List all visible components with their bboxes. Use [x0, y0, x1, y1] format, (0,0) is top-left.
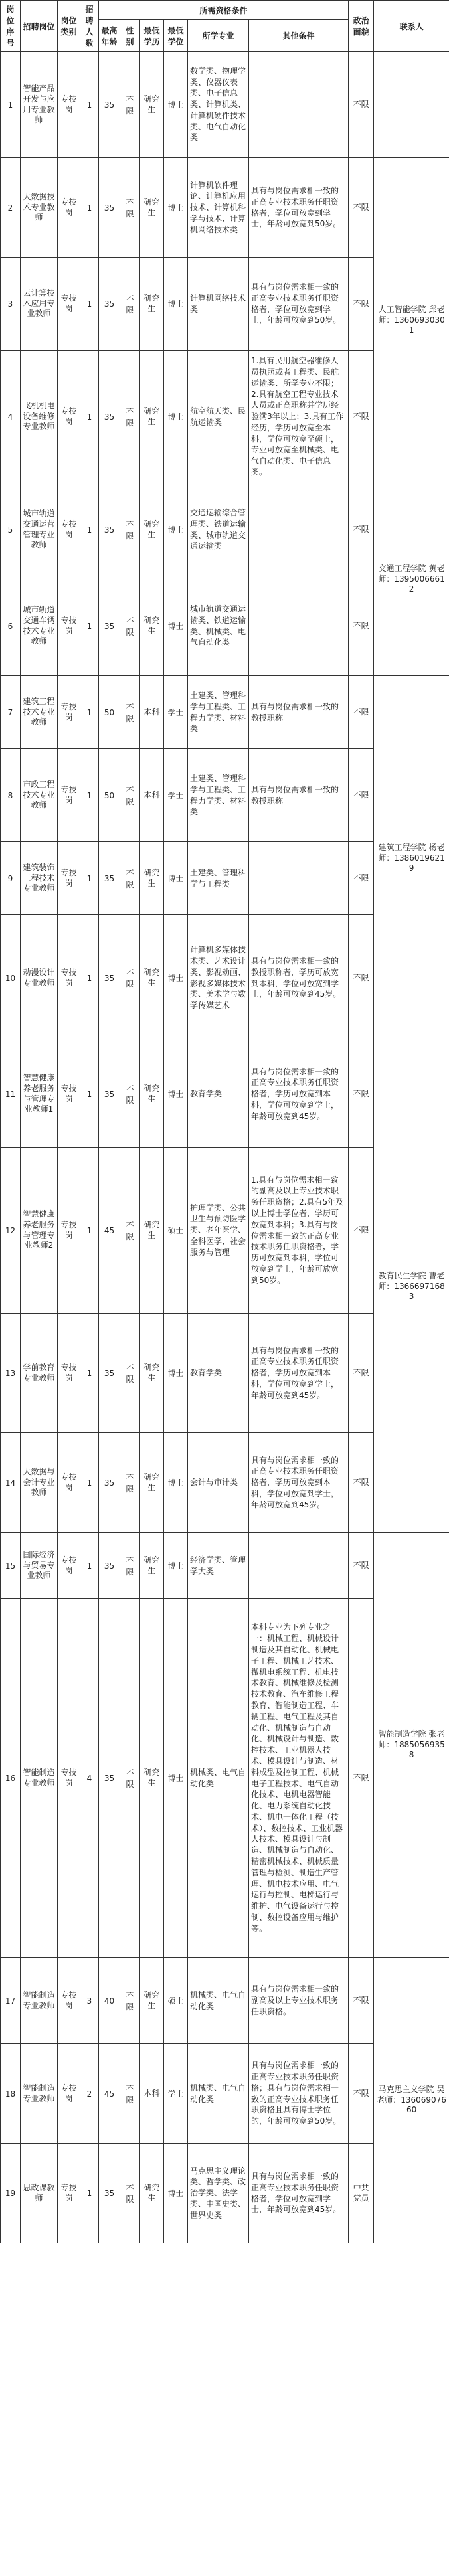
education: 研究生 — [140, 258, 164, 351]
gender: 不限 — [120, 1041, 140, 1148]
hire-count: 1 — [80, 676, 99, 749]
hire-count: 1 — [80, 1433, 99, 1533]
major: 计算机网络技术类 — [188, 258, 249, 351]
table-row — [1, 158, 449, 258]
gender: 不限 — [120, 52, 140, 158]
max-age: 35 — [99, 2144, 120, 2243]
political-status: 不限 — [349, 1433, 374, 1533]
political-status: 不限 — [349, 1314, 374, 1433]
education: 本科 — [140, 2044, 164, 2144]
degree: 博士 — [164, 1599, 188, 1958]
political-status: 不限 — [349, 52, 374, 158]
degree: 博士 — [164, 915, 188, 1041]
row-number: 1 — [1, 52, 21, 158]
political-status: 不限 — [349, 915, 374, 1041]
gender: 不限 — [120, 158, 140, 258]
degree: 博士 — [164, 576, 188, 676]
gender: 不限 — [120, 2044, 140, 2144]
political-status: 不限 — [349, 2044, 374, 2144]
degree: 硕士 — [164, 1958, 188, 2044]
max-age: 45 — [99, 2044, 120, 2144]
major: 机械类、电气自动化类 — [188, 1599, 249, 1958]
table-header — [1, 1, 449, 52]
post-name: 大数据技术专业教师 — [21, 158, 58, 258]
gender: 不限 — [120, 2144, 140, 2243]
education: 研究生 — [140, 351, 164, 483]
gender: 不限 — [120, 749, 140, 842]
hire-count: 1 — [80, 749, 99, 842]
max-age: 40 — [99, 1958, 120, 2044]
col-no: 岗位序号 — [1, 1, 21, 52]
gender: 不限 — [120, 258, 140, 351]
education: 研究生 — [140, 1958, 164, 2044]
row-number: 16 — [1, 1599, 21, 1958]
political-status: 不限 — [349, 1041, 374, 1148]
row-number: 15 — [1, 1533, 21, 1599]
row-number: 2 — [1, 158, 21, 258]
post-category: 专技岗 — [58, 1533, 80, 1599]
major: 机械类、电气自动化类 — [188, 2044, 249, 2144]
degree: 博士 — [164, 351, 188, 483]
other-conditions — [249, 483, 349, 576]
post-name: 市政工程技术专业教师 — [21, 749, 58, 842]
major: 交通运输综合管理类、铁道运输类、城市轨道交通运输类 — [188, 483, 249, 576]
max-age: 35 — [99, 351, 120, 483]
major: 计算机多媒体技术类、艺术设计类、影视动画、影视多媒体技术类、美术学与数学传媒艺术 — [188, 915, 249, 1041]
education: 研究生 — [140, 1148, 164, 1314]
major: 计算机软件理论、计算机应用技术、计算机科学与技术、计算机网络技术类 — [188, 158, 249, 258]
political-status: 不限 — [349, 1958, 374, 2044]
major: 马克思主义理论类、哲学类、政治学类、法学类、中国史类、世界史类 — [188, 2144, 249, 2243]
max-age: 35 — [99, 1533, 120, 1599]
max-age: 35 — [99, 158, 120, 258]
political-status: 不限 — [349, 258, 374, 351]
row-number: 5 — [1, 483, 21, 576]
degree: 博士 — [164, 258, 188, 351]
other-conditions: 具有与岗位需求相一致的正高专业技术职务任职资格者，学历可放宽到本科，学位可放宽到学士，年龄可放宽到45岁。 — [249, 1314, 349, 1433]
other-conditions: 具有与岗位需求相一致的教授职称 — [249, 676, 349, 749]
degree: 博士 — [164, 158, 188, 258]
degree: 博士 — [164, 483, 188, 576]
degree: 博士 — [164, 2144, 188, 2243]
col-count: 招聘人数 — [80, 1, 99, 52]
table-row — [1, 1041, 449, 1148]
row-number: 4 — [1, 351, 21, 483]
row-number: 13 — [1, 1314, 21, 1433]
major: 教育学类 — [188, 1314, 249, 1433]
education: 研究生 — [140, 1314, 164, 1433]
gender: 不限 — [120, 1314, 140, 1433]
post-category: 专技岗 — [58, 676, 80, 749]
major: 护理学类、公共卫生与预防医学类、老年医学、全科医学、社会服务与管理 — [188, 1148, 249, 1314]
max-age: 35 — [99, 915, 120, 1041]
post-name: 国际经济与贸易专业教师 — [21, 1533, 58, 1599]
col-major: 所学专业 — [188, 20, 249, 52]
education: 研究生 — [140, 158, 164, 258]
other-conditions: 具有与岗位需求相一致的正高专业技术职务任职资格者，学位可放宽到学士，年龄可放宽到50岁。 — [249, 158, 349, 258]
major: 航空航天类、民航运输类 — [188, 351, 249, 483]
post-name: 建筑装饰工程技术专业教师 — [21, 842, 58, 915]
row-number: 14 — [1, 1433, 21, 1533]
contact-person — [374, 52, 449, 158]
contact-person: 建筑工程学院 杨老师：13860196219 — [374, 676, 449, 1041]
other-conditions: 1.具有民用航空器维修人员执照或者工程类、民航运输类、所学专业不限；2.具有航空工程专业技术人员或正高职称并学历经验满3年以上；3.具有工作经历，学历可放宽至本科，学位可放宽至硕士，专业可放宽至机械类、电气自动化类、电子信息类。 — [249, 351, 349, 483]
post-name: 学前教育专业教师 — [21, 1314, 58, 1433]
other-conditions: 具有与岗位需求相一致的正高专业技术职务任职资格者，学历可放宽到本科，学位可放宽到学士，年龄可放宽到45岁。 — [249, 1041, 349, 1148]
table-row — [1, 1533, 449, 1599]
post-category: 专技岗 — [58, 52, 80, 158]
hire-count: 1 — [80, 1314, 99, 1433]
row-number: 12 — [1, 1148, 21, 1314]
table-row — [1, 1958, 449, 2044]
gender: 不限 — [120, 576, 140, 676]
post-category: 专技岗 — [58, 1599, 80, 1958]
education: 研究生 — [140, 52, 164, 158]
post-name: 建筑工程技术专业教师 — [21, 676, 58, 749]
post-name: 智能产品开发与应用专业教师 — [21, 52, 58, 158]
major: 会计与审计类 — [188, 1433, 249, 1533]
other-conditions: 具有与岗位需求相一致的正高专业技术职务任职资格者，学位可放宽到学士，年龄可放宽到50岁。 — [249, 258, 349, 351]
degree: 博士 — [164, 842, 188, 915]
major: 城市轨道交通运输类、铁道运输类、机械类、电气自动化类 — [188, 576, 249, 676]
education: 研究生 — [140, 576, 164, 676]
political-status: 不限 — [349, 1148, 374, 1314]
major: 经济学类、管理学大类 — [188, 1533, 249, 1599]
political-status: 中共党员 — [349, 2144, 374, 2243]
post-category: 专技岗 — [58, 158, 80, 258]
post-name: 智能制造专业教师 — [21, 2044, 58, 2144]
gender: 不限 — [120, 1533, 140, 1599]
other-conditions: 具有与岗位需求相一致的正高专业技术职务任职资格者，学历可放宽到本科，学位可放宽到学士，年龄可放宽到45岁。 — [249, 1433, 349, 1533]
political-status: 不限 — [349, 842, 374, 915]
contact-person: 人工智能学院 邱老师：13606930301 — [374, 158, 449, 483]
max-age: 35 — [99, 258, 120, 351]
political-status: 不限 — [349, 676, 374, 749]
max-age: 35 — [99, 1599, 120, 1958]
post-name: 动漫设计专业教师 — [21, 915, 58, 1041]
gender: 不限 — [120, 1958, 140, 2044]
post-category: 专技岗 — [58, 749, 80, 842]
post-name: 飞机机电设备维修专业教师 — [21, 351, 58, 483]
post-name: 云计算技术应用专业教师 — [21, 258, 58, 351]
other-conditions — [249, 1533, 349, 1599]
gender: 不限 — [120, 1599, 140, 1958]
gender: 不限 — [120, 1148, 140, 1314]
education: 研究生 — [140, 1599, 164, 1958]
political-status: 不限 — [349, 483, 374, 576]
education: 研究生 — [140, 1433, 164, 1533]
max-age: 35 — [99, 52, 120, 158]
max-age: 35 — [99, 576, 120, 676]
political-status: 不限 — [349, 749, 374, 842]
gender: 不限 — [120, 915, 140, 1041]
hire-count: 1 — [80, 842, 99, 915]
post-name: 智能制造专业教师 — [21, 1958, 58, 2044]
post-category: 专技岗 — [58, 483, 80, 576]
table-row — [1, 52, 449, 158]
post-name: 智慧健康养老服务与管理专业教师1 — [21, 1041, 58, 1148]
col-sex: 性别 — [120, 20, 140, 52]
row-number: 6 — [1, 576, 21, 676]
degree: 学士 — [164, 2044, 188, 2144]
post-name: 大数据与会计专业教师 — [21, 1433, 58, 1533]
hire-count: 1 — [80, 1533, 99, 1599]
post-name: 城市轨道交通车辆技术专业教师 — [21, 576, 58, 676]
post-category: 专技岗 — [58, 1314, 80, 1433]
education: 本科 — [140, 749, 164, 842]
hire-count: 1 — [80, 158, 99, 258]
hire-count: 4 — [80, 1599, 99, 1958]
post-category: 专技岗 — [58, 351, 80, 483]
gender: 不限 — [120, 483, 140, 576]
contact-person: 马克思主义学院 吴老师：13606907660 — [374, 1958, 449, 2243]
gender: 不限 — [120, 1433, 140, 1533]
col-political: 政治面貌 — [349, 1, 374, 52]
major: 教育学类 — [188, 1041, 249, 1148]
hire-count: 3 — [80, 1958, 99, 2044]
max-age: 50 — [99, 749, 120, 842]
other-conditions — [249, 576, 349, 676]
post-name: 智慧健康养老服务与管理专业教师2 — [21, 1148, 58, 1314]
education: 研究生 — [140, 842, 164, 915]
other-conditions — [249, 52, 349, 158]
max-age: 35 — [99, 842, 120, 915]
row-number: 3 — [1, 258, 21, 351]
education: 研究生 — [140, 483, 164, 576]
hire-count: 1 — [80, 2144, 99, 2243]
post-name: 思政课教师 — [21, 2144, 58, 2243]
other-conditions: 具有与岗位需求相一致的正高专业技术职务任职资格者，学位可放宽到学士，年龄可放宽到45岁。 — [249, 2144, 349, 2243]
max-age: 35 — [99, 1041, 120, 1148]
max-age: 35 — [99, 483, 120, 576]
row-number: 10 — [1, 915, 21, 1041]
gender: 不限 — [120, 842, 140, 915]
post-category: 专技岗 — [58, 1148, 80, 1314]
post-category: 专技岗 — [58, 1958, 80, 2044]
political-status: 不限 — [349, 576, 374, 676]
col-post: 招聘岗位 — [21, 1, 58, 52]
hire-count: 1 — [80, 576, 99, 676]
gender: 不限 — [120, 676, 140, 749]
table-row — [1, 676, 449, 749]
education: 研究生 — [140, 1533, 164, 1599]
major: 土建类、管理科学与工程类 — [188, 842, 249, 915]
education: 本科 — [140, 676, 164, 749]
post-category: 专技岗 — [58, 1433, 80, 1533]
hire-count: 1 — [80, 351, 99, 483]
post-category: 专技岗 — [58, 1041, 80, 1148]
col-category: 岗位类别 — [58, 1, 80, 52]
table-row — [1, 483, 449, 576]
row-number: 19 — [1, 2144, 21, 2243]
political-status: 不限 — [349, 1533, 374, 1599]
other-conditions: 具有与岗位需求相一致的正高专业技术职务任职资格；具有与岗位需求相一致的正高专业技术职务任职资格且具有博士学位的，年龄可放宽到50岁。 — [249, 2044, 349, 2144]
row-number: 11 — [1, 1041, 21, 1148]
row-number: 9 — [1, 842, 21, 915]
other-conditions: 具有与岗位需求相一致的教授职称 — [249, 749, 349, 842]
max-age: 45 — [99, 1148, 120, 1314]
col-other: 其他条件 — [249, 20, 349, 52]
contact-person: 智能制造学院 张老师：18850569358 — [374, 1533, 449, 1958]
post-category: 专技岗 — [58, 2144, 80, 2243]
max-age: 35 — [99, 1314, 120, 1433]
hire-count: 1 — [80, 915, 99, 1041]
major: 土建类、管理科学与工程类、工程力学类、材料类 — [188, 676, 249, 749]
post-category: 专技岗 — [58, 258, 80, 351]
post-name: 城市轨道交通运营管理专业教师 — [21, 483, 58, 576]
hire-count: 1 — [80, 52, 99, 158]
post-category: 专技岗 — [58, 842, 80, 915]
degree: 博士 — [164, 1533, 188, 1599]
max-age: 50 — [99, 676, 120, 749]
col-degree: 最低学位 — [164, 20, 188, 52]
degree: 博士 — [164, 52, 188, 158]
hire-count: 1 — [80, 1041, 99, 1148]
table-body — [1, 52, 449, 2243]
post-category: 专技岗 — [58, 576, 80, 676]
other-conditions: 本科专业为下列专业之一：机械工程、机械设计制造及其自动化、机械电子工程、机械工艺技术、微机电系统工程、机电技术教育、机械维修及检测技术教育、汽车维修工程教育、智能制造工程、车辆工程、电气工程及其自动化、机械制造与自动化、机械设计与制造、数控技术、工业机器人技术、模具设计与制造、材料成型及控制工程、机械电子工程技术、电气自动化技术、电机电器智能化、电力系统自动化技术、机电一体化工程（技术）、数控技术、工业机器人技术、模具设计与制造、机械制造与自动化、精密机械技术、机械质量管理与检测、制造生产管理、机电技术应用、电气运行与控制、电梯运行与维护、电气设备运行与控制、数控设备应用与维护等。 — [249, 1599, 349, 1958]
col-age: 最高年龄 — [99, 20, 120, 52]
row-number: 17 — [1, 1958, 21, 2044]
row-number: 8 — [1, 749, 21, 842]
col-qualifications: 所需资格条件 — [99, 1, 349, 20]
row-number: 18 — [1, 2044, 21, 2144]
degree: 博士 — [164, 1433, 188, 1533]
degree: 博士 — [164, 1041, 188, 1148]
post-name: 智能制造专业教师 — [21, 1599, 58, 1958]
contact-person: 交通工程学院 黄老师：13950066612 — [374, 483, 449, 676]
hire-count: 2 — [80, 2044, 99, 2144]
degree: 学士 — [164, 749, 188, 842]
other-conditions: 具有与岗位需求相一致的教授职称者，学历可放宽到本科，学位可放宽到学士，年龄可放宽到45岁。 — [249, 915, 349, 1041]
other-conditions — [249, 842, 349, 915]
political-status: 不限 — [349, 351, 374, 483]
major: 土建类、管理科学与工程类、工程力学类、材料类 — [188, 749, 249, 842]
political-status: 不限 — [349, 158, 374, 258]
post-category: 专技岗 — [58, 2044, 80, 2144]
contact-person: 教育民生学院 曹老师：13666971683 — [374, 1041, 449, 1533]
political-status: 不限 — [349, 1599, 374, 1958]
col-contact: 联系人 — [374, 1, 449, 52]
degree: 博士 — [164, 1314, 188, 1433]
degree: 硕士 — [164, 1148, 188, 1314]
max-age: 35 — [99, 1433, 120, 1533]
post-category: 专技岗 — [58, 915, 80, 1041]
col-education: 最低学历 — [140, 20, 164, 52]
major: 数学类、物理学类、仪器仪表类、电子信息类、计算机类、计算机硬件技术类、电气自动化类 — [188, 52, 249, 158]
hire-count: 1 — [80, 483, 99, 576]
row-number: 7 — [1, 676, 21, 749]
education: 研究生 — [140, 915, 164, 1041]
gender: 不限 — [120, 351, 140, 483]
other-conditions: 1.具有与岗位需求相一致的副高及以上专业技术职务任职资格；2.具有5年及以上博士学位者，学历可放宽到本科；3.具有与岗位需求相一致的正高专业技术职务任职资格者，学历可放宽到本科，学位可放宽到学士，年龄可放宽到50岁。 — [249, 1148, 349, 1314]
other-conditions: 具有与岗位需求相一致的副高及以上专业技术职务任职资格。 — [249, 1958, 349, 2044]
major: 机械类、电气自动化类 — [188, 1958, 249, 2044]
education: 研究生 — [140, 1041, 164, 1148]
hire-count: 1 — [80, 1148, 99, 1314]
degree: 学士 — [164, 676, 188, 749]
education: 研究生 — [140, 2144, 164, 2243]
hire-count: 1 — [80, 258, 99, 351]
